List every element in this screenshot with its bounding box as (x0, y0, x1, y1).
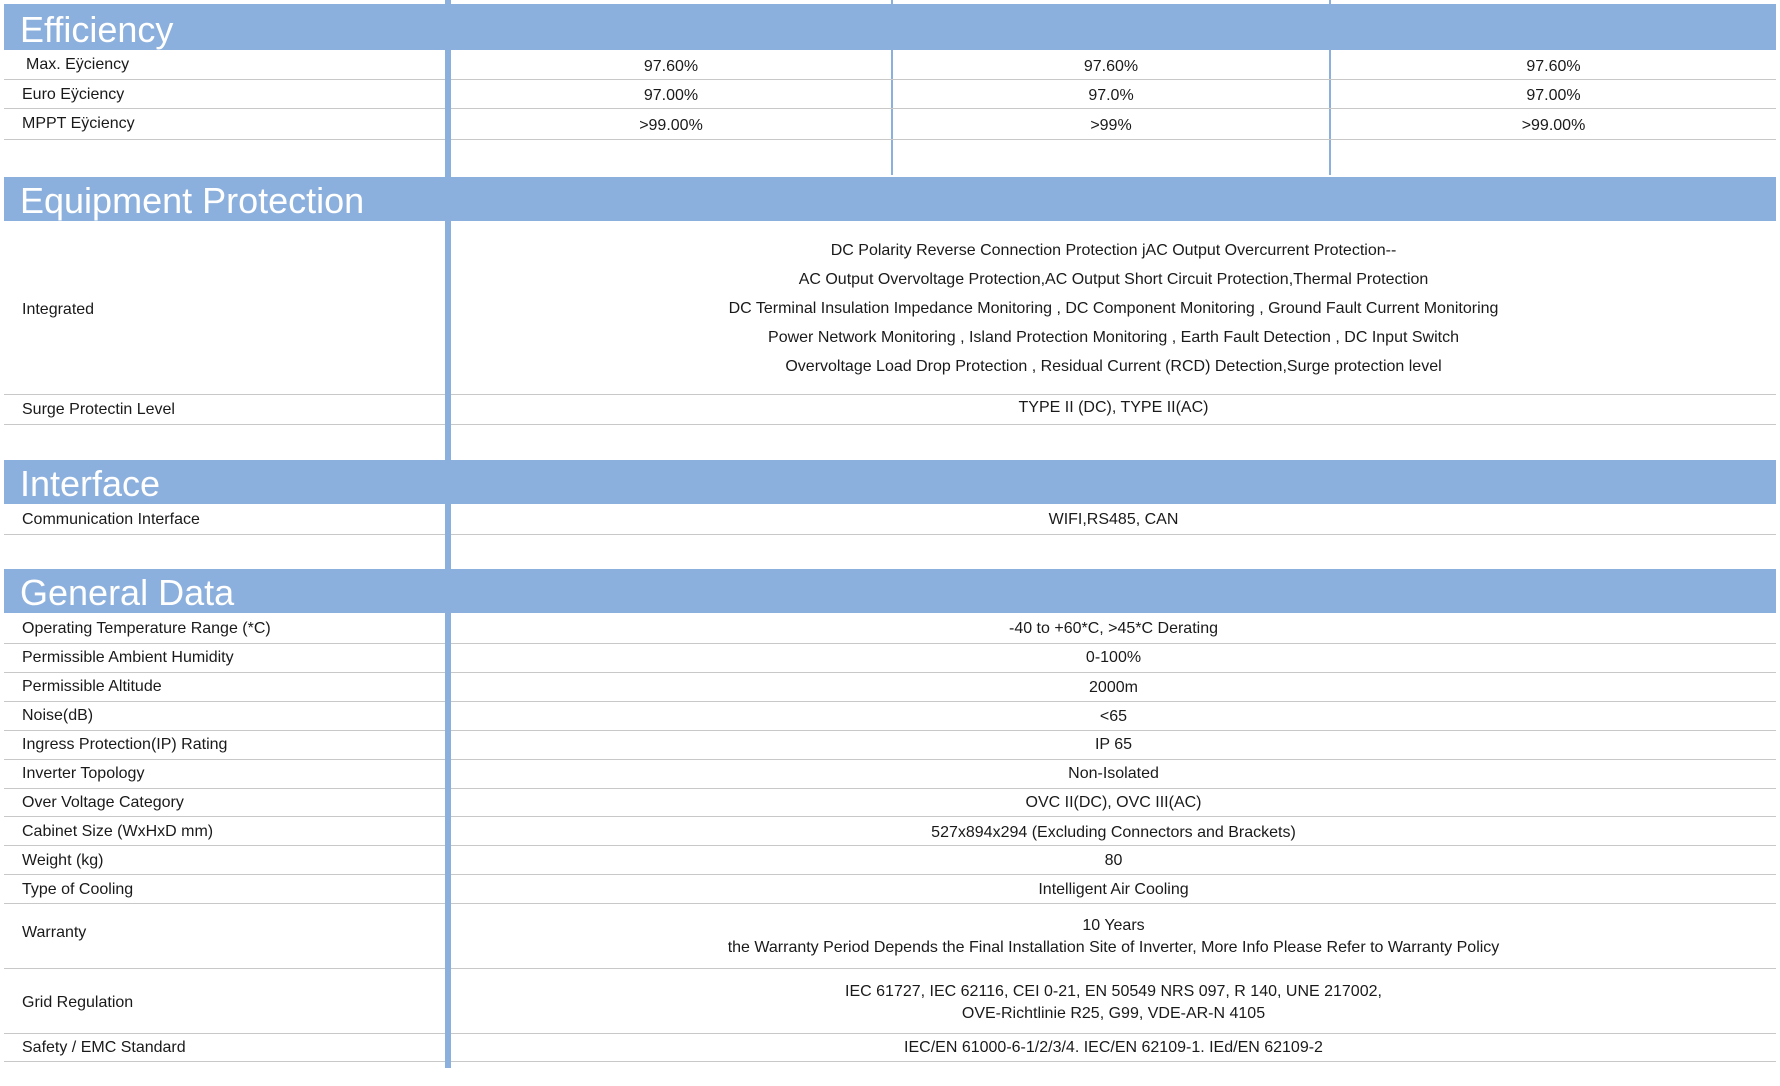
row-divider (4, 1033, 445, 1034)
max-efficiency-value-2: 97.60% (1083, 58, 1139, 75)
row-divider (4, 968, 445, 969)
integrated-line: DC Terminal Insulation Impedance Monitoring , DC Component Monitoring , Ground Fault Current Monitoring (728, 300, 1499, 317)
row-divider (451, 394, 1776, 395)
altitude-value: 2000m (1089, 679, 1138, 696)
protection-title: Equipment Protection (20, 180, 365, 221)
euro-efficiency-value-1: 97.00% (643, 87, 699, 104)
row-divider (4, 903, 445, 904)
row-divider (4, 701, 445, 702)
row-divider (4, 845, 445, 846)
noise-value: <65 (1099, 708, 1128, 725)
row-divider (4, 643, 445, 644)
row-divider (451, 534, 1776, 535)
integrated-line: AC Output Overvoltage Protection,AC Output Short Circuit Protection,Thermal Protection (798, 271, 1429, 288)
row-divider (4, 788, 445, 789)
integrated-line: DC Polarity Reverse Connection Protection jAC Output Overcurrent Protection-- (830, 242, 1397, 259)
noise-label: Noise(dB) (22, 707, 94, 724)
topology-label: Inverter Topology (22, 765, 145, 782)
row-divider (451, 788, 1776, 789)
comm-interface-label: Communication Interface (22, 511, 200, 528)
integrated-line: Overvoltage Load Drop Protection , Residual Current (RCD) Detection,Surge protection level (785, 358, 1442, 375)
grid-regulation-value (451, 981, 1776, 1025)
row-divider (451, 903, 1776, 904)
row-divider (4, 139, 445, 140)
cooling-value: Intelligent Air Cooling (1038, 881, 1189, 898)
row-divider (451, 1061, 1776, 1062)
row-divider (4, 534, 445, 535)
row-divider (4, 759, 445, 760)
warranty-line: 10 Years (1082, 917, 1145, 934)
row-divider (4, 424, 445, 425)
mppt-efficiency-label: MPPT Eÿciency (22, 115, 135, 132)
altitude-label: Permissible Altitude (22, 678, 162, 695)
operating-temp-label: Operating Temperature Range (*C) (22, 620, 271, 637)
row-divider (451, 968, 1776, 969)
row-divider (451, 1033, 1776, 1034)
warranty-line: the Warranty Period Depends the Final Installation Site of Inverter, More Info Please Refer to Warranty Policy (727, 939, 1500, 956)
row-divider (451, 108, 1776, 109)
euro-efficiency-value-2: 97.0% (1088, 87, 1134, 104)
surge-level-label: Surge Protectin Level (22, 401, 175, 418)
ip-rating-value: IP 65 (1094, 736, 1133, 753)
euro-efficiency-label: Euro Eÿciency (22, 86, 125, 103)
max-efficiency-value-1: 97.60% (643, 58, 699, 75)
row-divider (451, 845, 1776, 846)
row-divider (451, 424, 1776, 425)
max-efficiency-value-3: 97.60% (1526, 58, 1581, 75)
safety-emc-value: IEC/EN 61000-6-1/2/3/4. IEC/EN 62109-1. IEd/EN 62109-2 (904, 1039, 1323, 1056)
row-divider (4, 108, 445, 109)
row-divider (4, 79, 445, 80)
mppt-efficiency-value-2: >99% (1090, 117, 1132, 134)
ovc-value: OVC II(DC), OVC III(AC) (1025, 794, 1202, 811)
row-divider (451, 701, 1776, 702)
surge-level-value: TYPE II (DC), TYPE II(AC) (1018, 399, 1209, 416)
ip-rating-label: Ingress Protection(IP) Rating (22, 736, 228, 753)
humidity-label: Permissible Ambient Humidity (22, 649, 234, 666)
interface-section-header (4, 460, 1776, 504)
row-divider (4, 672, 445, 673)
row-divider (4, 730, 445, 731)
integrated-protection-list (451, 236, 1776, 381)
safety-emc-label: Safety / EMC Standard (22, 1039, 186, 1056)
integrated-line: Power Network Monitoring , Island Protection Monitoring , Earth Fault Detection , DC Input Switch (768, 329, 1459, 346)
row-divider (4, 874, 445, 875)
weight-label: Weight (kg) (22, 852, 104, 869)
weight-value: 80 (1104, 852, 1123, 869)
cooling-label: Type of Cooling (22, 881, 134, 898)
ovc-label: Over Voltage Category (22, 794, 184, 811)
row-divider (451, 759, 1776, 760)
max-efficiency-label: Max. Eÿciency (26, 56, 130, 73)
general-section-header (4, 569, 1776, 613)
interface-title: Interface (20, 463, 161, 504)
efficiency-section-header (4, 4, 1776, 50)
protection-section-header (4, 177, 1776, 221)
comm-interface-value: WIFI,RS485, CAN (1048, 511, 1179, 528)
row-divider (4, 394, 445, 395)
row-divider (451, 672, 1776, 673)
row-divider (451, 730, 1776, 731)
row-divider (451, 874, 1776, 875)
grid-regulation-label: Grid Regulation (22, 994, 134, 1011)
euro-efficiency-value-3: 97.00% (1526, 87, 1581, 104)
warranty-value (451, 915, 1776, 959)
warranty-label: Warranty (22, 924, 87, 941)
integrated-label: Integrated (22, 301, 95, 318)
row-divider (451, 79, 1776, 80)
cabinet-size-label: Cabinet Size (WxHxD mm) (22, 823, 214, 840)
mppt-efficiency-value-1: >99.00% (639, 117, 703, 134)
operating-temp-value: -40 to +60*C, >45*C Derating (1008, 620, 1218, 637)
row-divider (451, 643, 1776, 644)
row-divider (4, 1061, 445, 1062)
efficiency-title: Efficiency (20, 9, 174, 50)
grid-regulation-line: IEC 61727, IEC 62116, CEI 0-21, EN 50549 NRS 097, R 140, UNE 217002, (845, 983, 1382, 1000)
topology-value: Non-Isolated (1068, 765, 1159, 782)
general-title: General Data (20, 572, 235, 613)
cabinet-size-value: 527x894x294 (Excluding Connectors and Brackets) (931, 824, 1296, 841)
row-divider (4, 816, 445, 817)
row-divider (451, 139, 1776, 140)
grid-regulation-line: OVE-Richtlinie R25, G99, VDE-AR-N 4105 (961, 1005, 1266, 1022)
humidity-value: 0-100% (1085, 649, 1142, 666)
row-divider (451, 816, 1776, 817)
mppt-efficiency-value-3: >99.00% (1521, 117, 1586, 134)
